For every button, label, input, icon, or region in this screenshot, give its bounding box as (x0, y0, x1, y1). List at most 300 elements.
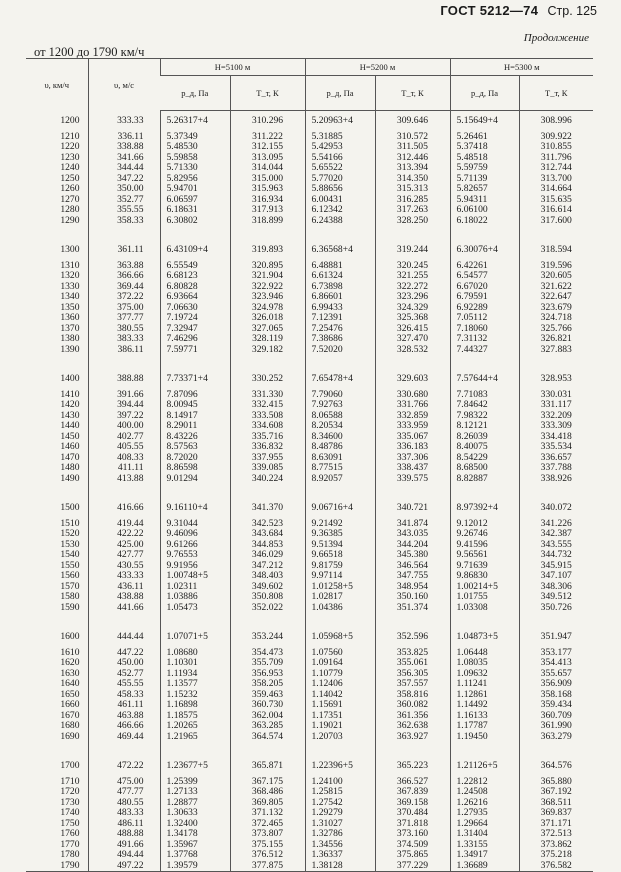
block-gap (26, 742, 593, 756)
temperature-cell: 309.922 (519, 132, 593, 143)
temperature-cell: 319.596 (519, 261, 593, 272)
speed-kmh-cell: 1340 (60, 291, 80, 302)
pressure-cell: 7.71083 (450, 390, 519, 401)
temperature-cell: 375.155 (230, 840, 305, 851)
pressure-cell: 9.71639 (450, 561, 519, 572)
table-row (26, 400, 593, 411)
pressure-cell: 7.06630 (160, 303, 230, 314)
pressure-cell: 6.30076+4 (450, 240, 519, 261)
pressure-cell: 5.82956 (160, 174, 230, 185)
speed-ms-cell: 380.55 (88, 324, 160, 335)
gap-cell (375, 355, 450, 369)
speed-ms-cell: 466.66 (88, 721, 160, 732)
speed-kmh-cell: 1210 (60, 130, 80, 142)
pressure-cell: 8.57563 (160, 442, 230, 453)
pressure-cell: 1.01755 (450, 592, 519, 603)
pressure-cell: 1.39579 (160, 861, 230, 872)
temperature-cell: 324.718 (519, 313, 593, 324)
table-row (26, 582, 593, 593)
gap-cell (305, 355, 375, 369)
speed-kmh-cell: 1560 (60, 570, 80, 581)
pressure-cell: 5.37418 (450, 142, 519, 153)
temperature-cell: 361.990 (519, 721, 593, 732)
pressure-cell: 8.97392+4 (450, 498, 519, 519)
pressure-cell: 9.46096 (160, 529, 230, 540)
col-temperature: T_т, К (519, 76, 593, 111)
temperature-cell: 322.922 (230, 282, 305, 293)
pressure-cell: 8.82887 (450, 474, 519, 485)
pressure-cell: 9.61266 (160, 540, 230, 551)
temperature-cell: 365.223 (375, 756, 450, 777)
table-row (26, 550, 593, 561)
speed-kmh-cell: 1390 (60, 343, 80, 355)
pressure-cell: 5.88656 (305, 184, 375, 195)
pressure-cell: 8.54229 (450, 453, 519, 464)
pressure-cell: 7.52020 (305, 345, 375, 356)
speed-ms-cell: 480.55 (88, 798, 160, 809)
table-row (26, 474, 593, 485)
speed-kmh-cell: 1510 (60, 517, 80, 529)
speed-ms-cell: 338.88 (88, 142, 160, 153)
pressure-cell: 1.09632 (450, 669, 519, 680)
temperature-cell: 309.646 (375, 111, 450, 132)
temperature-cell: 350.160 (375, 592, 450, 603)
table-row (26, 142, 593, 153)
speed-ms-cell: 458.33 (88, 690, 160, 701)
temperature-cell: 358.168 (519, 690, 593, 701)
table-row (26, 627, 593, 648)
temperature-cell: 371.818 (375, 819, 450, 830)
pressure-cell: 9.21492 (305, 519, 375, 530)
speed-kmh-cell: 1300 (60, 244, 80, 255)
gap-cell (26, 355, 88, 369)
pressure-cell: 1.36337 (305, 850, 375, 861)
speed-ms-cell: 411.11 (88, 463, 160, 474)
temperature-cell: 338.926 (519, 474, 593, 485)
pressure-cell: 1.31404 (450, 829, 519, 840)
temperature-cell: 320.895 (230, 261, 305, 272)
pressure-cell: 1.32400 (160, 819, 230, 830)
temperature-cell: 339.575 (375, 474, 450, 485)
temperature-cell: 344.732 (519, 550, 593, 561)
speed-kmh-cell: 1490 (60, 472, 80, 484)
temperature-cell: 352.596 (375, 627, 450, 648)
pressure-cell: 1.08035 (450, 658, 519, 669)
temperature-cell: 372.465 (230, 819, 305, 830)
temperature-cell: 328.250 (375, 216, 450, 227)
speed-ms-cell: 469.44 (88, 732, 160, 743)
temperature-cell: 359.434 (519, 700, 593, 711)
temperature-cell: 373.807 (230, 829, 305, 840)
temperature-cell: 330.680 (375, 390, 450, 401)
table-row (26, 690, 593, 701)
pressure-cell: 6.80828 (160, 282, 230, 293)
temperature-cell: 312.155 (230, 142, 305, 153)
temperature-cell: 355.709 (230, 658, 305, 669)
pressure-cell: 6.36568+4 (305, 240, 375, 261)
speed-kmh-cell: 1470 (60, 451, 80, 463)
pressure-cell: 1.33155 (450, 840, 519, 851)
speed-kmh-cell: 1270 (60, 193, 80, 205)
table-row (26, 390, 593, 401)
temperature-cell: 363.285 (230, 721, 305, 732)
temperature-cell: 334.608 (230, 421, 305, 432)
pressure-cell: 5.42953 (305, 142, 375, 153)
temperature-cell: 375.218 (519, 850, 593, 861)
temperature-cell: 315.000 (230, 174, 305, 185)
temperature-cell: 340.072 (519, 498, 593, 519)
temperature-cell: 353.177 (519, 648, 593, 659)
temperature-cell: 364.576 (519, 756, 593, 777)
page-number: Стр. 125 (547, 4, 597, 18)
col-speed-kmh: υ, км/ч (44, 79, 70, 90)
speed-kmh-cell: 1310 (60, 259, 80, 271)
temperature-cell: 337.788 (519, 463, 593, 474)
pressure-cell: 1.15691 (305, 700, 375, 711)
group-h1: H=5100 м (160, 59, 305, 76)
table-row (26, 756, 593, 777)
pressure-cell: 5.37349 (160, 132, 230, 143)
speed-ms-cell: 355.55 (88, 205, 160, 216)
temperature-cell: 358.205 (230, 679, 305, 690)
pressure-cell: 9.76553 (160, 550, 230, 561)
speed-ms-cell: 361.11 (88, 240, 160, 261)
speed-kmh-cell: 1540 (60, 549, 80, 560)
gap-cell (519, 484, 593, 498)
speed-ms-cell: 377.77 (88, 313, 160, 324)
temperature-cell: 321.904 (230, 271, 305, 282)
temperature-cell: 326.018 (230, 313, 305, 324)
speed-kmh-cell: 1690 (60, 730, 80, 742)
pressure-cell: 1.13577 (160, 679, 230, 690)
pressure-cell: 6.42261 (450, 261, 519, 272)
temperature-cell: 368.486 (230, 787, 305, 798)
pressure-cell: 8.20534 (305, 421, 375, 432)
temperature-cell: 339.085 (230, 463, 305, 474)
pressure-cell: 6.73898 (305, 282, 375, 293)
temperature-cell: 319.893 (230, 240, 305, 261)
pressure-cell: 8.06588 (305, 411, 375, 422)
speed-ms-cell: 491.66 (88, 840, 160, 851)
pressure-cell: 6.99433 (305, 303, 375, 314)
pressure-cell: 1.04873+5 (450, 627, 519, 648)
pressure-cell: 5.65522 (305, 163, 375, 174)
gap-cell (230, 742, 305, 756)
pressure-cell: 7.44327 (450, 345, 519, 356)
pressure-cell: 6.48881 (305, 261, 375, 272)
temperature-cell: 355.061 (375, 658, 450, 669)
speed-ms-cell: 444.44 (88, 627, 160, 648)
table-row (26, 603, 593, 614)
temperature-cell: 336.183 (375, 442, 450, 453)
temperature-cell: 322.272 (375, 282, 450, 293)
temperature-cell: 318.594 (519, 240, 593, 261)
gap-cell (305, 613, 375, 627)
pressure-cell: 1.03308 (450, 603, 519, 614)
gap-cell (375, 742, 450, 756)
speed-ms-cell: 461.11 (88, 700, 160, 711)
speed-kmh-cell: 1600 (60, 631, 80, 642)
pressure-cell: 7.92763 (305, 400, 375, 411)
gap-cell (375, 226, 450, 240)
pressure-cell: 6.79591 (450, 292, 519, 303)
temperature-cell: 346.564 (375, 561, 450, 572)
col-temperature: T_т, К (230, 76, 305, 111)
speed-ms-cell: 488.88 (88, 829, 160, 840)
speed-kmh-cell: 1670 (60, 709, 80, 721)
speed-ms-cell: 375.00 (88, 303, 160, 314)
speed-kmh-cell: 1760 (60, 828, 80, 839)
temperature-cell: 351.947 (519, 627, 593, 648)
table-row (26, 571, 593, 582)
temperature-cell: 356.909 (519, 679, 593, 690)
temperature-cell: 369.158 (375, 798, 450, 809)
speed-ms-cell: 419.44 (88, 519, 160, 530)
temperature-cell: 373.160 (375, 829, 450, 840)
gap-cell (160, 742, 230, 756)
speed-kmh-cell: 1410 (60, 388, 80, 400)
pressure-cell: 8.77515 (305, 463, 375, 474)
speed-kmh-cell: 1570 (60, 580, 80, 592)
pressure-cell: 1.34556 (305, 840, 375, 851)
pressure-cell: 7.25476 (305, 324, 375, 335)
pressure-cell: 7.87096 (160, 390, 230, 401)
pressure-cell: 5.54166 (305, 153, 375, 164)
table-row (26, 648, 593, 659)
speed-ms-cell: 388.88 (88, 369, 160, 390)
temperature-cell: 331.330 (230, 390, 305, 401)
temperature-cell: 315.635 (519, 195, 593, 206)
speed-ms-cell: 430.55 (88, 561, 160, 572)
table-row (26, 411, 593, 422)
speed-ms-cell: 366.66 (88, 271, 160, 282)
temperature-cell: 365.880 (519, 777, 593, 788)
gost-number: ГОСТ 5212—74 (440, 3, 539, 18)
temperature-cell: 327.065 (230, 324, 305, 335)
speed-ms-cell: 452.77 (88, 669, 160, 680)
speed-kmh-cell: 1230 (60, 151, 80, 163)
pressure-cell: 7.84642 (450, 400, 519, 411)
temperature-cell: 369.805 (230, 798, 305, 809)
temperature-cell: 348.306 (519, 582, 593, 593)
temperature-cell: 349.512 (519, 592, 593, 603)
temperature-cell: 342.523 (230, 519, 305, 530)
gap-cell (519, 613, 593, 627)
speed-ms-cell: 358.33 (88, 216, 160, 227)
speed-kmh-cell: 1580 (60, 591, 80, 602)
speed-ms-cell: 344.44 (88, 163, 160, 174)
pressure-cell: 1.12406 (305, 679, 375, 690)
pressure-cell: 7.73371+4 (160, 369, 230, 390)
pressure-cell: 9.06716+4 (305, 498, 375, 519)
pressure-cell: 7.18060 (450, 324, 519, 335)
pressure-cell: 6.92289 (450, 303, 519, 314)
speed-kmh-cell: 1320 (60, 270, 80, 281)
temperature-cell: 353.244 (230, 627, 305, 648)
table-row (26, 345, 593, 356)
speed-kmh-cell: 1370 (60, 322, 80, 334)
pressure-cell: 8.34600 (305, 432, 375, 443)
speed-kmh-cell: 1500 (60, 502, 80, 513)
gap-cell (450, 742, 519, 756)
col-pressure: p_д, Па (160, 76, 230, 111)
pressure-cell: 5.94311 (450, 195, 519, 206)
pressure-cell: 7.19724 (160, 313, 230, 324)
speed-kmh-cell: 1640 (60, 678, 80, 689)
pressure-cell: 6.00431 (305, 195, 375, 206)
temperature-cell: 341.370 (230, 498, 305, 519)
temperature-cell: 317.263 (375, 205, 450, 216)
temperature-cell: 326.821 (519, 334, 593, 345)
speed-ms-cell: 369.44 (88, 282, 160, 293)
speed-kmh-cell: 1200 (60, 114, 80, 126)
gap-cell (26, 484, 88, 498)
pressure-cell: 1.23677+5 (160, 756, 230, 777)
temperature-cell: 314.044 (230, 163, 305, 174)
pressure-cell: 9.36385 (305, 529, 375, 540)
speed-ms-cell: 386.11 (88, 345, 160, 356)
pressure-cell: 1.02311 (160, 582, 230, 593)
temperature-cell: 314.664 (519, 184, 593, 195)
col-speed-ms: υ, м/с (88, 59, 160, 111)
speed-ms-cell: 363.88 (88, 261, 160, 272)
temperature-cell: 337.306 (375, 453, 450, 464)
pressure-cell: 7.79060 (305, 390, 375, 401)
temperature-cell: 347.755 (375, 571, 450, 582)
temperature-cell: 335.067 (375, 432, 450, 443)
temperature-cell: 355.657 (519, 669, 593, 680)
pressure-cell: 8.63091 (305, 453, 375, 464)
pressure-cell: 1.00748+5 (160, 571, 230, 582)
temperature-cell: 316.285 (375, 195, 450, 206)
temperature-cell: 366.527 (375, 777, 450, 788)
temperature-cell: 348.954 (375, 582, 450, 593)
speed-ms-cell: 436.11 (88, 582, 160, 593)
pressure-cell: 5.48518 (450, 153, 519, 164)
temperature-cell: 311.505 (375, 142, 450, 153)
table-row (26, 153, 593, 164)
speed-ms-cell: 413.88 (88, 474, 160, 485)
pressure-cell: 6.67020 (450, 282, 519, 293)
pressure-cell: 1.01258+5 (305, 582, 375, 593)
table-row (26, 261, 593, 272)
speed-kmh-cell: 1590 (60, 601, 80, 613)
temperature-cell: 318.899 (230, 216, 305, 227)
speed-kmh-cell: 1290 (60, 214, 80, 226)
pressure-cell: 1.29664 (450, 819, 519, 830)
speed-kmh-cell: 1420 (60, 399, 80, 410)
temperature-cell: 369.837 (519, 808, 593, 819)
pressure-cell: 1.21126+5 (450, 756, 519, 777)
temperature-cell: 356.953 (230, 669, 305, 680)
temperature-cell: 341.226 (519, 519, 593, 530)
pressure-cell: 7.12391 (305, 313, 375, 324)
temperature-cell: 329.182 (230, 345, 305, 356)
temperature-cell: 320.245 (375, 261, 450, 272)
table-row (26, 111, 593, 132)
temperature-cell: 315.313 (375, 184, 450, 195)
table-row (26, 303, 593, 314)
temperature-cell: 365.871 (230, 756, 305, 777)
speed-kmh-cell: 1790 (60, 859, 80, 871)
temperature-cell: 312.744 (519, 163, 593, 174)
block-gap (26, 226, 593, 240)
pressure-cell: 1.27542 (305, 798, 375, 809)
pressure-cell: 1.20703 (305, 732, 375, 743)
pressure-cell: 1.36689 (450, 861, 519, 872)
table-row (26, 519, 593, 530)
temperature-cell: 341.874 (375, 519, 450, 530)
temperature-cell: 313.095 (230, 153, 305, 164)
temperature-cell: 311.222 (230, 132, 305, 143)
group-h3: H=5300 м (450, 59, 593, 76)
gap-cell (519, 226, 593, 240)
pressure-cell: 7.31132 (450, 334, 519, 345)
temperature-cell: 377.229 (375, 861, 450, 872)
gap-cell (230, 484, 305, 498)
temperature-cell: 325.368 (375, 313, 450, 324)
speed-ms-cell: 477.77 (88, 787, 160, 798)
table-row (26, 313, 593, 324)
pressure-cell: 8.14917 (160, 411, 230, 422)
speed-ms-cell: 397.22 (88, 411, 160, 422)
table-row (26, 205, 593, 216)
temperature-cell: 340.224 (230, 474, 305, 485)
speed-ms-cell: 447.22 (88, 648, 160, 659)
pressure-cell: 1.18575 (160, 711, 230, 722)
temperature-cell: 344.853 (230, 540, 305, 551)
pressure-cell: 9.16110+4 (160, 498, 230, 519)
pressure-cell: 5.59858 (160, 153, 230, 164)
speed-ms-cell: 341.66 (88, 153, 160, 164)
pressure-cell: 5.94701 (160, 184, 230, 195)
speed-ms-cell: 483.33 (88, 808, 160, 819)
temperature-cell: 350.726 (519, 603, 593, 614)
temperature-cell: 364.574 (230, 732, 305, 743)
temperature-cell: 317.600 (519, 216, 593, 227)
pressure-cell: 8.12121 (450, 421, 519, 432)
pressure-cell: 1.07071+5 (160, 627, 230, 648)
temperature-cell: 358.816 (375, 690, 450, 701)
table-row (26, 271, 593, 282)
pressure-cell: 9.26746 (450, 529, 519, 540)
pressure-cell: 1.34917 (450, 850, 519, 861)
temperature-cell: 375.865 (375, 850, 450, 861)
table-row (26, 292, 593, 303)
pressure-cell: 9.81759 (305, 561, 375, 572)
speed-kmh-cell: 1770 (60, 838, 80, 850)
temperature-cell: 354.413 (519, 658, 593, 669)
table-row (26, 669, 593, 680)
speed-kmh-cell: 1550 (60, 559, 80, 571)
speed-kmh-cell: 1240 (60, 162, 80, 173)
table-row (26, 442, 593, 453)
temperature-cell: 321.255 (375, 271, 450, 282)
gap-cell (305, 226, 375, 240)
temperature-cell: 350.808 (230, 592, 305, 603)
temperature-cell: 331.766 (375, 400, 450, 411)
speed-kmh-cell: 1400 (60, 373, 80, 384)
temperature-cell: 313.394 (375, 163, 450, 174)
temperature-cell: 346.029 (230, 550, 305, 561)
col-pressure: p_д, Па (305, 76, 375, 111)
speed-ms-cell: 350.00 (88, 184, 160, 195)
pressure-cell: 8.29011 (160, 421, 230, 432)
temperature-cell: 323.679 (519, 303, 593, 314)
block-gap (26, 484, 593, 498)
temperature-cell: 320.605 (519, 271, 593, 282)
temperature-cell: 367.175 (230, 777, 305, 788)
